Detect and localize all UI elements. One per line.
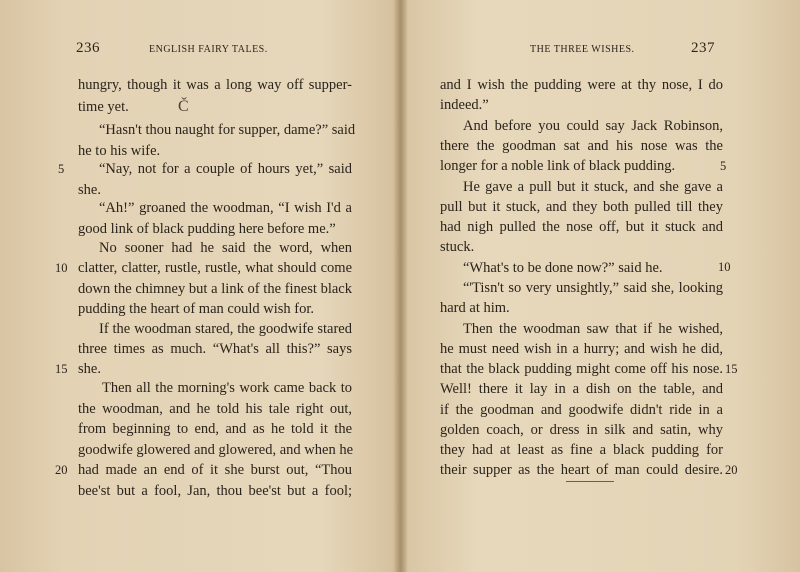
text-line: time yet. <box>78 99 129 115</box>
pencil-mark: Č <box>178 98 189 115</box>
line-number: 20 <box>725 463 738 477</box>
line-number: 20 <box>55 463 68 477</box>
text-line: stuck. <box>440 239 475 255</box>
end-rule <box>566 481 614 482</box>
text-line: down the chimney but a link of the finest black <box>78 281 352 297</box>
text-line: three times as much. “What's all this?” says <box>78 341 352 357</box>
text-line: bee'st but a fool, Jan, thou bee'st but a fool; <box>78 483 352 499</box>
text-line: their supper as the heart of man could desire. <box>440 462 723 478</box>
text-line: He gave a pull but it stuck, and she gave a <box>463 179 723 195</box>
text-line: she. <box>78 361 101 377</box>
running-head-left: ENGLISH FAIRY TALES. <box>149 44 268 55</box>
text-line: she. <box>78 182 101 198</box>
text-line: “Hasn't thou naught for supper, dame?” said <box>99 122 356 138</box>
text-line: had made an end of it she burst out, “Thou <box>78 462 352 478</box>
line-number: 5 <box>720 159 727 173</box>
text-line: good link of black pudding here before me.” <box>78 221 336 237</box>
text-line: indeed.” <box>440 97 489 113</box>
text-line: goodwife glowered and glowered, and when he <box>78 442 354 458</box>
text-line: “Nay, not for a couple of hours yet,” said <box>99 161 352 177</box>
line-number: 15 <box>55 362 68 376</box>
text-line: there the goodman sat and his nose was the <box>440 138 723 154</box>
text-line: hard at him. <box>440 300 510 316</box>
text-line: if the goodman and goodwife didn't ride in a <box>440 402 723 418</box>
text-line: And before you could say Jack Robinson, <box>463 118 723 134</box>
text-line: pudding the heart of man could wish for. <box>78 301 314 317</box>
text-line: golden coach, or dress in silk and satin, why <box>440 422 723 438</box>
left-page <box>0 0 397 572</box>
text-line: “'Tisn't so very unsightly,” said she, looking <box>463 280 723 296</box>
text-line: longer for a noble link of black pudding. <box>440 158 676 174</box>
text-line: pull but it stuck, and they both pulled till they <box>440 199 723 215</box>
text-line: had nigh pulled the nose off, but it stuck and <box>440 219 723 235</box>
line-number: 10 <box>718 260 731 274</box>
text-line: “What's to be done now?” said he. <box>463 260 663 276</box>
text-line: he to his wife. <box>78 143 161 159</box>
text-line: clatter, clatter, rustle, rustle, what should come <box>78 260 352 276</box>
text-line: the woodman, and he told his tale right out, <box>78 401 352 417</box>
text-line: If the woodman stared, the goodwife stared <box>99 321 352 337</box>
right-page <box>403 0 800 572</box>
line-number: 10 <box>55 261 68 275</box>
running-head-right: THE THREE WISHES. <box>530 44 635 55</box>
text-line: Then all the morning's work came back to <box>102 380 352 396</box>
text-line: and I wish the pudding were at thy nose, I do <box>440 77 723 93</box>
text-line: from beginning to end, and as he told it the <box>78 421 352 437</box>
text-line: he must need wish in a hurry; and wish he did, <box>440 341 723 357</box>
text-line: hungry, though it was a long way off supper- <box>78 77 352 93</box>
text-line: they had at least as fine a black pudding for <box>440 442 723 458</box>
text-line: “Ah!” groaned the woodman, “I wish I'd a <box>99 200 352 216</box>
page-number-right: 237 <box>691 40 715 56</box>
line-number: 5 <box>58 162 65 176</box>
text-line: Well! there it lay in a dish on the table, and <box>440 381 723 397</box>
text-line: No sooner had he said the word, when <box>99 240 352 256</box>
text-line: Then the woodman saw that if he wished, <box>463 321 723 337</box>
page-number-left: 236 <box>76 40 100 56</box>
text-line: that the black pudding might come off his nose. <box>440 361 723 377</box>
line-number: 15 <box>725 362 738 376</box>
